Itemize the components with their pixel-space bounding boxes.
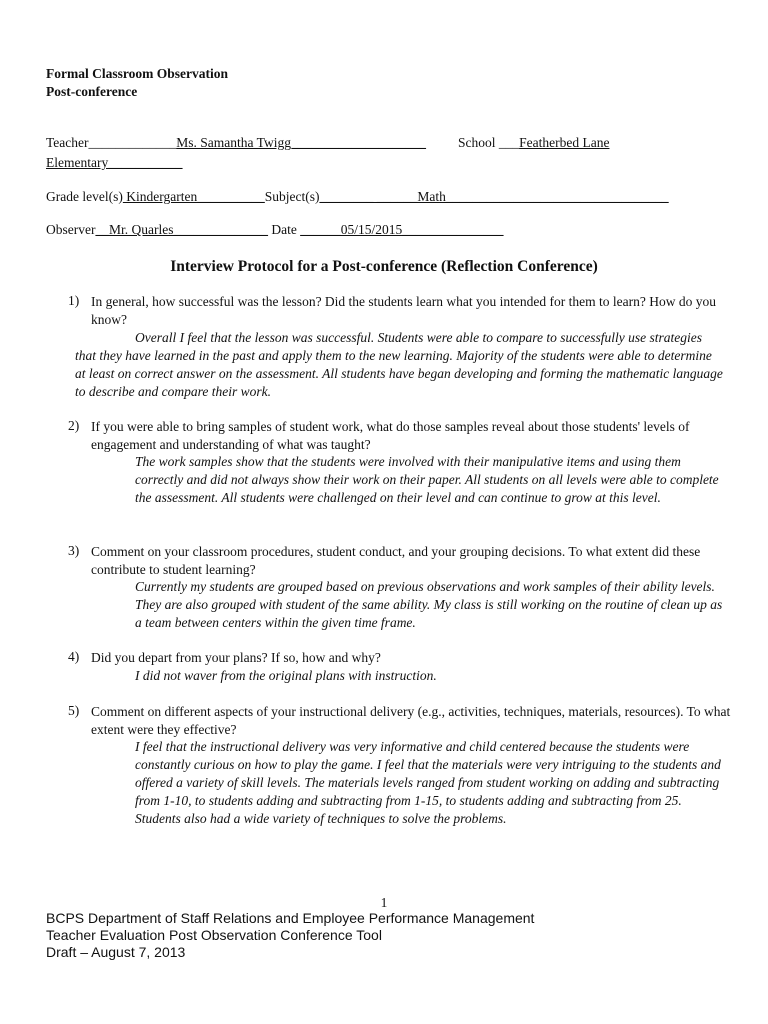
observer-value: __Mr. Quarles______________ <box>95 222 268 237</box>
page-number: 1 <box>380 895 388 910</box>
question-text: Comment on your classroom procedures, student conduct, and your grouping decisions. To what extent did these contribute to student learning? <box>91 544 701 577</box>
footer-department: BCPS Department of Staff Relations and Employee Performance Management <box>46 910 535 926</box>
teacher-value: Ms. Samantha Twigg____________________ <box>176 135 426 150</box>
question-number: 2) <box>68 418 80 433</box>
observer-label: Observer <box>46 222 96 237</box>
section-title: Interview Protocol for a Post-conference (Reflection Conference) <box>170 258 598 275</box>
grade-subject-field <box>46 189 669 205</box>
question-text: If you were able to bring samples of student work, what do those samples reveal about those students' levels of engagement and understanding of what was taught? <box>91 419 690 452</box>
teacher-label: Teacher <box>46 135 89 150</box>
grade-label: Grade level(s) <box>46 189 123 204</box>
question-text: Comment on different aspects of your instructional delivery (e.g., activities, techniques, materials, resources). To what extent were they effective? <box>91 704 731 737</box>
question-number: 4) <box>68 649 80 664</box>
question-number: 1) <box>68 293 80 308</box>
teacher-pre-line: _____________ <box>88 135 177 150</box>
answer-text: I feel that the instructional delivery was very informative and child centered because the students were constantly curious on how to play the game. I feel that the materials were very intriguing to the students and offered a variety of skill levels. The materials levels ranged from student working on adding and subtracting from 1-10, to students adding and subtracting from 1-15, to students adding and subtracting from 25. Students also had a wide variety of techniques to solve the problems. <box>135 739 721 826</box>
question-number: 3) <box>68 543 80 558</box>
grade-value: Kindergarten__________ <box>122 189 265 204</box>
answer-text: Currently my students are grouped based on previous observations and work samples of their ability levels. They are also grouped with student of the same ability. My class is still working on the routine of clean up as a team between centers within the given time frame. <box>135 579 723 630</box>
date-value: ______05/15/2015_______________ <box>300 222 504 237</box>
answer-text: I did not waver from the original plans with instruction. <box>135 668 437 683</box>
answer-text: The work samples show that the students were involved with their manipulative items and using them correctly and did not always show their work on their paper. All students on all levels were able to complete the assessment. All students were challenged on their level and can continue to grow at this level. <box>135 454 719 505</box>
footer-draft-date: Draft – August 7, 2013 <box>46 944 186 960</box>
subject-value: ________ ______Math_________________________________ <box>319 189 669 204</box>
question-text: In general, how successful was the lesson? Did the students learn what you intended for them to learn? How do you know? <box>91 294 716 327</box>
school-field <box>458 135 609 151</box>
observer-date-field <box>46 222 503 238</box>
school-value-continued: Elementary___________ <box>46 155 183 170</box>
school-value: Featherbed Lane <box>519 135 610 150</box>
school-label: School <box>458 135 496 150</box>
subject-label: Subject(s) <box>264 189 320 204</box>
answer-text: Overall I feel that the lesson was successful. Students were able to compare to successfully use strategies that they have learned in the past and apply them to the new learning. Majority of the students were able to determine at least on correct answer on the assessment. All students have began developing and forming the mathematic language to describe and compare their work. <box>75 330 723 399</box>
question-number: 5) <box>68 703 80 718</box>
question-text: Did you depart from your plans? If so, how and why? <box>91 650 381 665</box>
document-title: Formal Classroom Observation <box>46 66 228 81</box>
footer-tool-name: Teacher Evaluation Post Observation Conference Tool <box>46 927 382 943</box>
teacher-field <box>46 135 426 151</box>
document-subtitle: Post-conference <box>46 84 138 99</box>
school-pre-line: ___ <box>498 135 520 150</box>
date-label: Date <box>271 222 297 237</box>
